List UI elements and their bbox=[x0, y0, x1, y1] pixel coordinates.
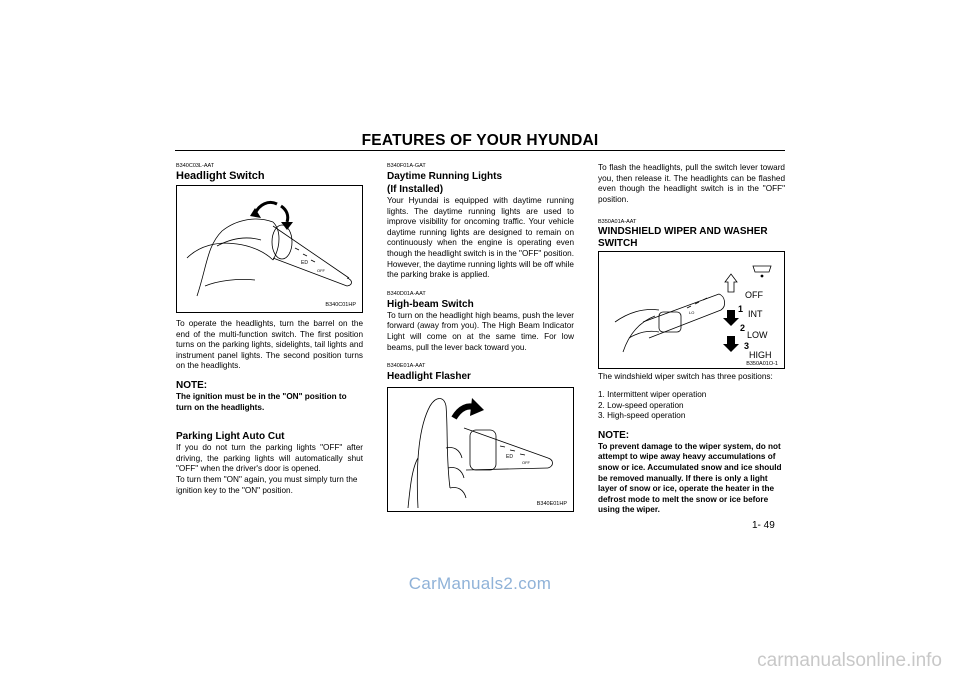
page-number: 1- 49 bbox=[752, 520, 775, 531]
figure-headlight-flasher bbox=[387, 387, 574, 512]
header-rule bbox=[175, 150, 785, 151]
note-text: The ignition must be in the "ON" position to turn on the headlights. bbox=[176, 391, 347, 412]
figure-code: B350A01O-1 bbox=[746, 361, 778, 368]
wiper-positions-text: The windshield wiper switch has three positions: bbox=[598, 372, 773, 382]
headlight-switch-illustration bbox=[177, 186, 362, 312]
heading-wiper-washer-switch: WINDSHIELD WIPER AND WASHER SWITCH bbox=[598, 226, 768, 249]
heading-headlight-switch: Headlight Switch bbox=[176, 170, 265, 182]
high-beam-text: To turn on the headlight high beams, push the lever forward (away from you). The High Beam Indicator Light will come on at the same time. For low beams, pull the lever back toward you. bbox=[387, 310, 574, 352]
figure-headlight-switch bbox=[176, 185, 363, 313]
note-text: To prevent damage to the wiper system, do not attempt to wipe away heavy accumulations of snow or ice. Accumulated snow and ice should be removed manually. If there is only a light layer of snow or ice, operate the heater in the defrost mode to melt the snow or ice before using the wiper. bbox=[598, 441, 782, 515]
column-right bbox=[598, 163, 785, 516]
daytime-running-lights-text: Your Hyundai is equipped with daytime running lights. The daytime running lights are used to improve visibility for oncoming traffic. Your vehicle daytime running lights are designed to remain on continuously when the engine is operating even though the headlight switch is in the "OFF" position. However, the daytime running lights will be off while the parking brake is applied. bbox=[387, 196, 574, 280]
section-code: B340F01A-GAT bbox=[387, 163, 426, 169]
wiper-int-label: INT bbox=[748, 309, 763, 320]
svg-text:ED: ED bbox=[301, 260, 308, 266]
flash-headlights-text: To flash the headlights, pull the switch lever toward you, then release it. The headlights can be flashed even though the headlight switch is in the "OFF" position. bbox=[598, 163, 785, 204]
section-code: B340E01A-AAT bbox=[387, 363, 426, 370]
page-title: FEATURES OF YOUR HYUNDAI bbox=[361, 132, 599, 149]
list-item: 2. Low-speed operation bbox=[598, 400, 684, 410]
figure-wiper-switch bbox=[598, 251, 785, 369]
note-label: NOTE: bbox=[176, 379, 208, 391]
note-label: NOTE: bbox=[598, 429, 630, 441]
section-code: B340D01A-AAT bbox=[387, 290, 426, 297]
wiper-positions-list bbox=[598, 390, 785, 422]
column-left bbox=[176, 163, 363, 496]
wiper-position-3: 3 bbox=[744, 341, 750, 352]
heading-headlight-flasher: Headlight Flasher bbox=[387, 371, 471, 383]
wiper-position-2: 2 bbox=[740, 323, 746, 334]
heading-parking-light-auto-cut: Parking Light Auto Cut bbox=[176, 431, 285, 443]
parking-light-text-2: To turn them "ON" again, you must simply turn the ignition key to the "ON" position. bbox=[176, 474, 358, 495]
column-middle bbox=[387, 163, 574, 512]
section-code: B350A01A-AAT bbox=[598, 219, 637, 226]
heading-daytime-running-lights: Daytime Running Lights bbox=[387, 171, 502, 182]
svg-text:OFF: OFF bbox=[522, 460, 530, 466]
svg-text:ED: ED bbox=[506, 454, 513, 461]
parking-light-text: If you do not turn the parking lights "OFF" after driving, the parking lights will automatically shut "OFF" when the driver's door is opened. bbox=[176, 443, 363, 474]
wiper-low-label: LOW bbox=[747, 330, 768, 341]
wiper-position-1: 1 bbox=[738, 304, 744, 315]
section-code: B340C03L-AAT bbox=[176, 163, 215, 169]
headlight-flasher-illustration bbox=[388, 388, 573, 511]
watermark-carmanuals: CarManuals2.com bbox=[408, 574, 552, 593]
heading-if-installed: (If Installed) bbox=[387, 184, 444, 195]
wiper-high-label: HIGH bbox=[749, 350, 772, 361]
svg-text:LO: LO bbox=[689, 310, 695, 316]
wiper-off-label: OFF bbox=[745, 290, 763, 301]
svg-text:OFF: OFF bbox=[317, 268, 325, 273]
figure-code: B340E01HP bbox=[536, 501, 567, 508]
list-item: 3. High-speed operation bbox=[598, 411, 686, 421]
list-item: 1. Intermittent wiper operation bbox=[598, 389, 707, 399]
watermark-carmanualsonline: carmanualsonline.info bbox=[757, 650, 942, 671]
heading-high-beam-switch: High-beam Switch bbox=[387, 298, 474, 310]
headlight-operation-text: To operate the headlights, turn the barrel on the end of the multi-function switch. The first position turns on the parking lights, sidelights, tail lights and instrument panel lights. The second position turns on the headlights. bbox=[176, 319, 363, 371]
figure-code: B340C01HP bbox=[325, 302, 356, 308]
